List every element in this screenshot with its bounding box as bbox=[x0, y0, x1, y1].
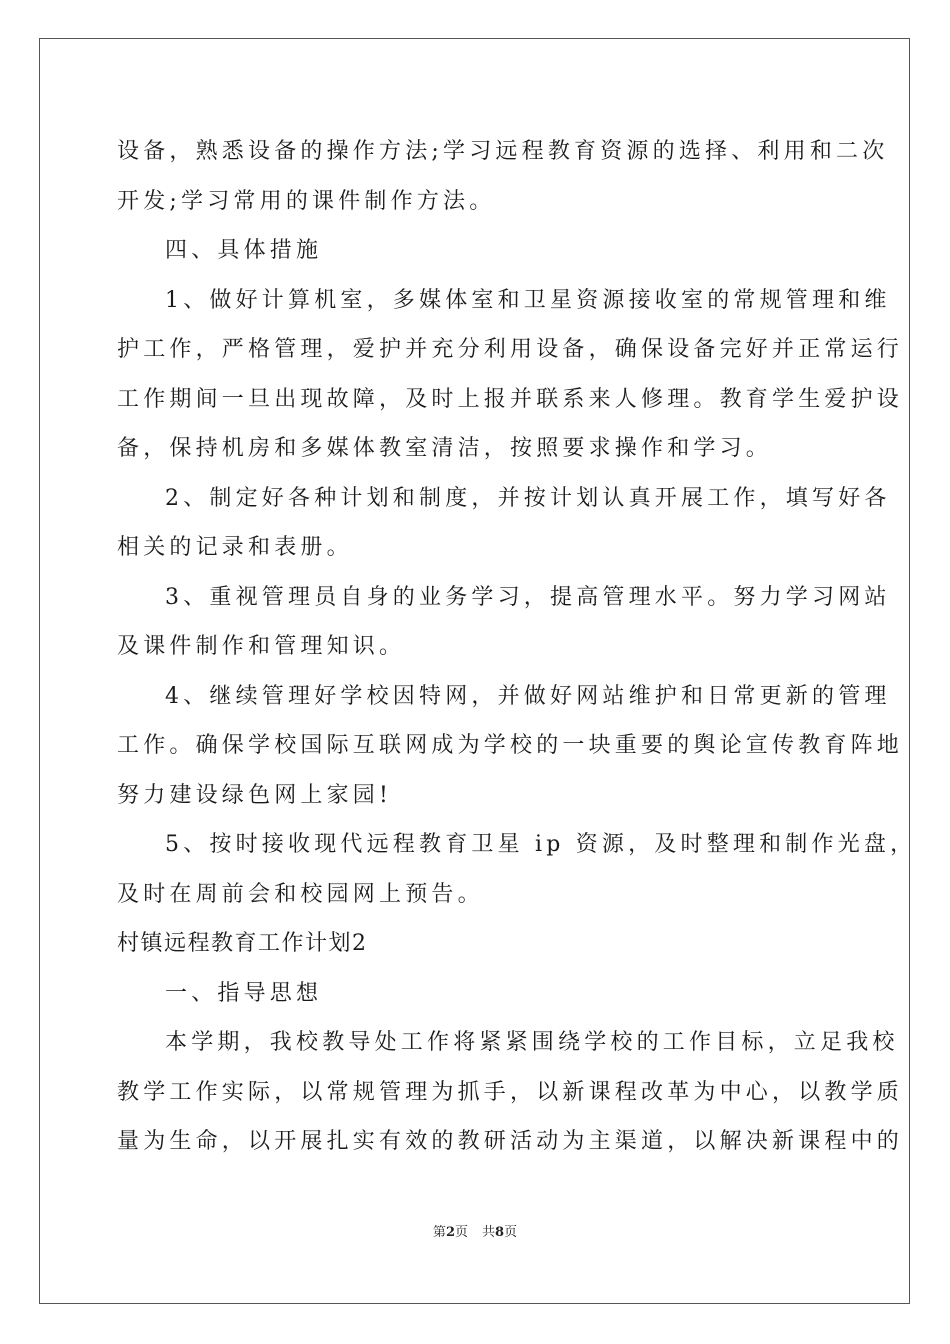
paragraph-line: 4、继续管理好学校因特网，并做好网站维护和日常更新的管理 bbox=[165, 683, 891, 709]
paragraph-line: 相关的记录和表册。 bbox=[117, 535, 353, 560]
paragraph-line: 护工作，严格管理，爱护并充分利用设备，确保设备完好并正常运行 bbox=[117, 337, 904, 362]
paragraph-line: 工作期间一旦出现故障，及时上报并联系来人修理。教育学生爱护设 bbox=[117, 386, 904, 412]
paragraph-line: 5、按时接收现代远程教育卫星 ip 资源，及时整理和制作光盘， bbox=[165, 832, 917, 857]
current-page-number: 2 bbox=[445, 1225, 455, 1240]
page-prefix: 第 bbox=[432, 1225, 446, 1240]
page-suffix: 页 bbox=[454, 1225, 468, 1240]
paragraph-line: 量为生命，以开展扎实有效的教研活动为主渠道，以解决新课程中的 bbox=[117, 1129, 904, 1154]
paragraph-line: 2、制定好各种计划和制度，并按计划认真开展工作，填写好各 bbox=[165, 485, 891, 511]
total-suffix: 页 bbox=[504, 1225, 518, 1240]
paragraph-line: 努力建设绿色网上家园! bbox=[117, 782, 393, 808]
section-heading: 一、指导思想 bbox=[165, 980, 323, 1006]
paragraph-line: 1、做好计算机室，多媒体室和卫星资源接收室的常规管理和维 bbox=[165, 287, 891, 313]
paragraph-line: 工作。确保学校国际互联网成为学校的一块重要的舆论宣传教育阵地 bbox=[117, 733, 904, 758]
paragraph-line: 备，保持机房和多媒体教室清洁，按照要求操作和学习。 bbox=[117, 436, 773, 461]
paragraph-line: 开发;学习常用的课件制作方法。 bbox=[117, 188, 496, 214]
document-title: 村镇远程教育工作计划2 bbox=[117, 931, 368, 956]
section-heading: 四、具体措施 bbox=[165, 238, 323, 263]
paragraph-line: 及时在周前会和校园网上预告。 bbox=[117, 881, 484, 907]
total-prefix: 共 bbox=[482, 1225, 496, 1240]
page-footer bbox=[0, 1221, 950, 1240]
document-body bbox=[117, 127, 917, 1167]
paragraph-line: 本学期，我校教导处工作将紧紧围绕学校的工作目标，立足我校 bbox=[165, 1030, 899, 1055]
paragraph-line: 及课件制作和管理知识。 bbox=[117, 634, 406, 659]
paragraph-line: 3、重视管理员自身的业务学习，提高管理水平。努力学习网站 bbox=[165, 584, 891, 610]
total-page-number: 8 bbox=[495, 1225, 505, 1240]
paragraph-line: 设备，熟悉设备的操作方法;学习远程教育资源的选择、利用和二次 bbox=[117, 139, 889, 164]
paragraph-line: 教学工作实际，以常规管理为抓手，以新课程改革为中心，以教学质 bbox=[117, 1079, 904, 1105]
